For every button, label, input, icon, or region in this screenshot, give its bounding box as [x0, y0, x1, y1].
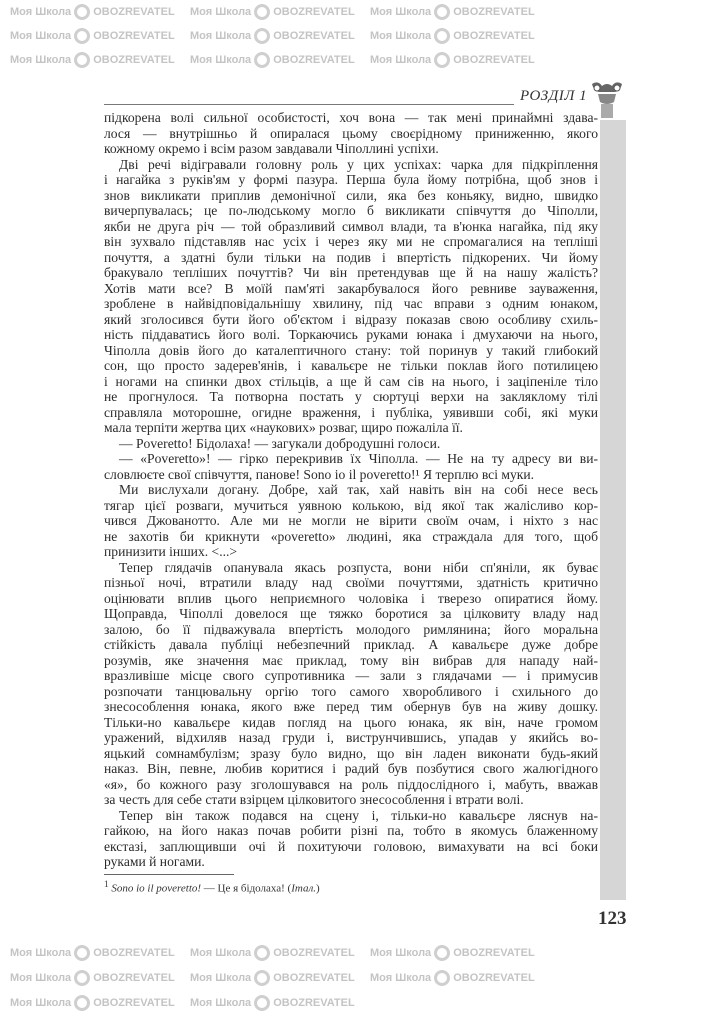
text-line: зроблене в найвідповідальнішу хвилину, під час вправи з одним юнаком, [104, 296, 598, 311]
text-line: словлюєте свої співчуття, панове! Sono io il poveretto!¹ Я терплю всі муки. [104, 466, 535, 482]
watermark-logo-icon [434, 4, 450, 20]
watermark [10, 52, 175, 68]
watermark-brand: OBOZREVATEL [93, 6, 175, 18]
text-line: і ногами на спинки двох стільців, а ще й сам сів на нього, і заціпеніле тіло [104, 373, 598, 389]
watermark-logo-icon [74, 945, 90, 961]
text-line: сон, що просто задерев'янів, і кавальєре не тільки поклав його потилицею [104, 358, 598, 373]
text-line: оцінювати вплив цього неприємного чоловіка і тверезо опиратися йому. [104, 590, 598, 606]
watermark [190, 28, 355, 44]
watermark [370, 52, 535, 68]
text-line: — Poveretto! Бідолаха! — загукали добродушні голоси. [119, 435, 441, 451]
watermark-brand: Моя Школа [190, 30, 252, 42]
watermark-brand: OBOZREVATEL [93, 54, 175, 66]
watermark-logo-icon [74, 28, 90, 44]
body-text [104, 110, 598, 870]
text-line: Щоправда, Чіполлі довелося ще тяжко боротися за цілковиту владу над [104, 606, 598, 621]
text-line: Ми вислухали догану. Добре, хай так, хай навіть він на собі несе весь [119, 482, 598, 497]
watermark-brand: OBOZREVATEL [273, 30, 355, 42]
watermark-brand: OBOZREVATEL [273, 947, 355, 959]
watermark-brand: OBOZREVATEL [273, 6, 355, 18]
watermark-brand: OBOZREVATEL [453, 30, 535, 42]
watermark-logo-icon [74, 995, 90, 1011]
text-line: Тільки-но кавальєре кидав погляд на цього юнака, як він, наче громом [104, 714, 598, 730]
watermark-brand: Моя Школа [190, 947, 252, 959]
watermark [190, 4, 355, 20]
footnote-translation: — Це я бідолаха! ( [201, 882, 292, 895]
watermark-brand: OBOZREVATEL [453, 947, 535, 959]
watermark [190, 995, 355, 1011]
text-line: пізньої ночі, втратили владу над своїми почуттями, здатність критично [104, 575, 598, 590]
watermark-logo-icon [254, 4, 270, 20]
watermark [370, 970, 535, 986]
text-line: він зухвало підставляв нас усіх і через яку ми не спромагалися на тепліші [104, 234, 598, 249]
watermark-logo-icon [254, 28, 270, 44]
text-line: яцький сомнамбулізм; зразу було видно, що він ладен виконати будь-який [104, 745, 598, 761]
text-line: уражений, відхиляв назад груди і, виструнчившись, упадав у якийсь во- [104, 730, 598, 745]
watermark-logo-icon [254, 970, 270, 986]
footnote-original: Sono io il poveretto! [111, 882, 202, 895]
watermark-brand: Моя Школа [370, 30, 432, 42]
watermark-brand: Моя Школа [10, 54, 72, 66]
text-line: почуття, а здатні були тільки на подив і впертість підкорених. Чи йому [104, 249, 598, 265]
watermark-brand: OBOZREVATEL [453, 972, 535, 984]
watermark-brand: OBOZREVATEL [273, 972, 355, 984]
watermark-logo-icon [254, 945, 270, 961]
text-line: екстазі, заплющивши очі й похитуючи головою, вимахувати на всі боки [104, 838, 598, 854]
watermark-brand: Моя Школа [370, 947, 432, 959]
text-line: підкорена волі сильної особистості, хоч вона — так мені принаймні здава- [104, 110, 598, 125]
watermark-brand: Моя Школа [10, 947, 72, 959]
watermark-logo-icon [434, 970, 450, 986]
text-line: розумів, яке значення має приклад, тому він вибрав для нападу най- [104, 652, 598, 668]
text-line: розпочати танцювальну оргію того самого хворобливого і схильного до [104, 683, 598, 699]
text-line: Тепер він також подався на сцену і, тільки-но кавальєре ляснув на- [119, 807, 598, 823]
page-number: 123 [598, 908, 627, 929]
watermark [370, 945, 535, 961]
text-line: мала терпіти жертва цих «наукових» розваг, щиро пожаліла її. [104, 420, 463, 435]
text-line: Хотів мати все? В моїй пам'яті закарбувалося його ревниве зауваження, [104, 280, 598, 296]
watermark-brand: Моя Школа [10, 30, 72, 42]
watermark-brand: Моя Школа [10, 6, 72, 18]
watermark-logo-icon [434, 945, 450, 961]
text-line: гайкою, на його наказ почав робити різні па, тобто в якомусь блаженному [104, 823, 598, 838]
text-line: ність піддаватись його волі. Торкаючись руками юнака і дмухаючи на нього, [104, 327, 598, 342]
watermark-brand: Моя Школа [10, 997, 72, 1009]
text-line: стійкість давала публіці небезпечний приклад. А кавальєре дуже добре [104, 637, 598, 652]
text-line: Чіполла довів його до каталептичного стану: той поринув у такий глибокий [104, 342, 598, 358]
header-rule [104, 104, 514, 105]
text-line: принизити інших. <...> [104, 544, 238, 559]
footnote [104, 879, 320, 895]
text-line: «я», бо кожного разу зголошувався на роль піддослідного і, мабуть, вважав [104, 776, 598, 792]
text-line: якби не друга річ — той образливий символ влади, та в'юнка нагайка, під яку [104, 218, 598, 234]
watermark-brand: OBOZREVATEL [453, 6, 535, 18]
text-line: тягар цієї розваги, мучиться уявною колькою, від якої так жалісливо кор- [104, 497, 598, 513]
watermark-brand: OBOZREVATEL [273, 997, 355, 1009]
watermark-brand: Моя Школа [190, 972, 252, 984]
watermark [10, 970, 175, 986]
watermark [190, 52, 355, 68]
watermark-brand: Моя Школа [370, 972, 432, 984]
watermark [10, 4, 175, 20]
section-title: РОЗДІЛ 1 [520, 88, 588, 104]
text-line: справляла моторошне, огидне враження, і публіка, уявивши собі, які муки [104, 404, 598, 420]
text-line: знесособлення юнака, якого вже перед тим обернув був на живу дошку. [104, 699, 598, 714]
watermark-logo-icon [74, 4, 90, 20]
text-line: лося — внутрішньо й опиралася цьому своєрідному приниженню, якого [104, 125, 598, 141]
text-line: не захотів би крикнути «poveretto» людині, яка страждала для того, щоб [104, 528, 598, 544]
text-line: залою, бо її підважувала впертість молодого римлянина; його моральна [104, 621, 598, 637]
watermark-brand: Моя Школа [190, 997, 252, 1009]
watermark-brand: OBOZREVATEL [93, 972, 175, 984]
text-line: який зголосився бути його об'єктом і відразу показав свою особливу схиль- [104, 311, 598, 327]
text-line: — «Poveretto»! — гірко перекривив їх Чіполла. — Не на ту адресу ви ви- [119, 451, 598, 466]
watermark [10, 995, 175, 1011]
watermark-logo-icon [74, 970, 90, 986]
text-line: вичерпувалась; це по-людському могло б викликати співчуття до Чіполли, [104, 203, 598, 218]
watermark-logo-icon [434, 28, 450, 44]
watermark [190, 945, 355, 961]
watermark [370, 4, 535, 20]
watermark-logo-icon [254, 52, 270, 68]
text-line: і нагайка з руків'ям у формі пазура. Перша була йому потрібна, щоб знов і [104, 172, 598, 187]
watermark-brand: OBOZREVATEL [93, 947, 175, 959]
text-line: Дві речі відігравали головну роль у цих успіхах: чарка для підкріплення [119, 156, 598, 172]
watermark-logo-icon [434, 52, 450, 68]
watermark-logo-icon [254, 995, 270, 1011]
footnote-marker: 1 [104, 879, 109, 889]
footnote-close: ) [316, 882, 320, 895]
text-line: Тепер глядачів опанувала якась розпуста, вони ніби сп'яніли, як буває [119, 559, 598, 575]
watermark-brand: Моя Школа [190, 54, 252, 66]
text-line: вразливіше місце свого супротивника — зали з глядачами — і примусив [104, 668, 598, 683]
watermark [10, 28, 175, 44]
footnote-rule [104, 874, 234, 875]
watermark [370, 28, 535, 44]
watermark-brand: Моя Школа [190, 6, 252, 18]
watermark-brand: OBOZREVATEL [453, 54, 535, 66]
watermark-brand: OBOZREVATEL [93, 997, 175, 1009]
side-margin-bar [600, 120, 626, 900]
footnote-language: Італ. [291, 882, 317, 895]
watermark-brand: Моя Школа [370, 54, 432, 66]
text-line: бракувало тепліших почуттів? Чи він претендував ще й на нашу жалість? [104, 265, 598, 280]
watermark [190, 970, 355, 986]
text-line: наказ. Він, певне, любив коритися і радий був позбутися свого жалюгідного [104, 761, 598, 776]
text-line: кожному окремо і всім разом завдавали Чіполлині успіхи. [104, 141, 439, 156]
watermark-brand: OBOZREVATEL [273, 54, 355, 66]
watermark-brand: Моя Школа [370, 6, 432, 18]
watermark-brand: OBOZREVATEL [93, 30, 175, 42]
watermark-brand: Моя Школа [10, 972, 72, 984]
text-line: знов викликати приплив демонічної сили, яка без коньяку, видно, швидко [104, 187, 598, 203]
text-line: за честь для себе стати взірцем цілковитого знесособлення і втрати волі. [104, 792, 524, 807]
text-line: руками й ногами. [104, 854, 205, 869]
watermark [10, 945, 175, 961]
text-line: чився Джованотто. Але ми не могли не вірити своїм очам, і ніхто з нас [104, 513, 598, 528]
text-line: не прогнулося. Та потворна постать у сюртуці верхи на закляклому тілі [104, 389, 598, 404]
watermark-logo-icon [74, 52, 90, 68]
